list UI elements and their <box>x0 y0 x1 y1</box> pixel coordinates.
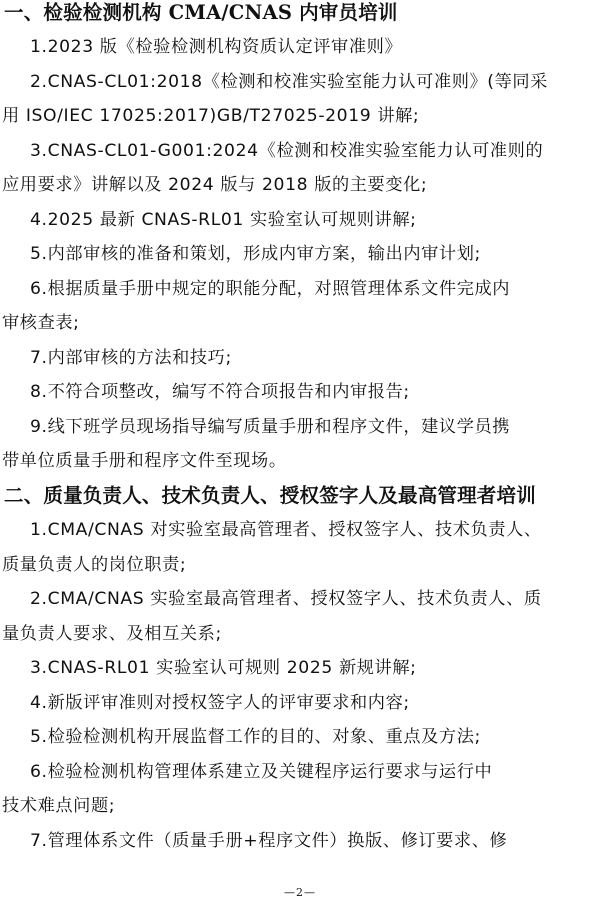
section-1-item-5: 5.内部审核的准备和策划，形成内审方案，输出内审计划; <box>30 244 481 264</box>
section-1-heading: 一、检验检测机构 CMA/CNAS 内审员培训 <box>4 1 398 24</box>
section-2-item-6-continued: 技术难点问题; <box>2 796 116 816</box>
section-1-item-2: 2.CNAS-CL01:2018《检测和校准实验室能力认可准则》(等同采 <box>30 72 548 92</box>
page-number: —2— <box>284 886 316 899</box>
section-2-item-5: 5.检验检测机构开展监督工作的目的、对象、重点及方法; <box>30 727 481 747</box>
section-1-item-3-continued: 应用要求》讲解以及 2024 版与 2018 版的主要变化; <box>2 175 428 195</box>
section-2-item-2: 2.CMA/CNAS 实验室最高管理者、授权签字人、技术负责人、质 <box>30 589 542 609</box>
section-1-item-7: 7.内部审核的方法和技巧; <box>30 348 232 368</box>
section-1-item-9: 9.线下班学员现场指导编写质量手册和程序文件，建议学员携 <box>30 417 511 437</box>
section-2-item-1: 1.CMA/CNAS 对实验室最高管理者、授权签字人、技术负责人、 <box>30 520 542 540</box>
section-1-item-3: 3.CNAS-CL01-G001:2024《检测和校准实验室能力认可准则的 <box>30 141 544 161</box>
section-1-item-2-continued: 用 ISO/IEC 17025:2017)GB/T27025-2019 讲解; <box>2 106 420 126</box>
section-1-item-1: 1.2023 版《检验检测机构资质认定评审准则》 <box>30 37 403 57</box>
section-2-item-6: 6.检验检测机构管理体系建立及关键程序运行要求与运行中 <box>30 762 493 782</box>
section-1-item-6: 6.根据质量手册中规定的职能分配，对照管理体系文件完成内 <box>30 279 511 299</box>
section-2-item-3: 3.CNAS-RL01 实验室认可规则 2025 新规讲解; <box>30 658 417 678</box>
section-2-item-1-continued: 质量负责人的岗位职责; <box>2 555 187 575</box>
section-2-item-2-continued: 量负责人要求、及相互关系; <box>2 624 222 644</box>
section-2-heading: 二、质量负责人、技术负责人、授权签字人及最高管理者培训 <box>4 484 536 507</box>
section-2-item-7: 7.管理体系文件（质量手册+程序文件）换版、修订要求、修 <box>30 831 508 851</box>
section-2-item-4: 4.新版评审准则对授权签字人的评审要求和内容; <box>30 693 410 713</box>
section-1-item-8: 8.不符合项整改，编写不符合项报告和内审报告; <box>30 382 410 402</box>
section-1-item-9-continued: 带单位质量手册和程序文件至现场。 <box>2 451 287 471</box>
section-1-item-6-continued: 审核查表; <box>2 313 80 333</box>
section-1-item-4: 4.2025 最新 CNAS-RL01 实验室认可规则讲解; <box>30 210 417 230</box>
